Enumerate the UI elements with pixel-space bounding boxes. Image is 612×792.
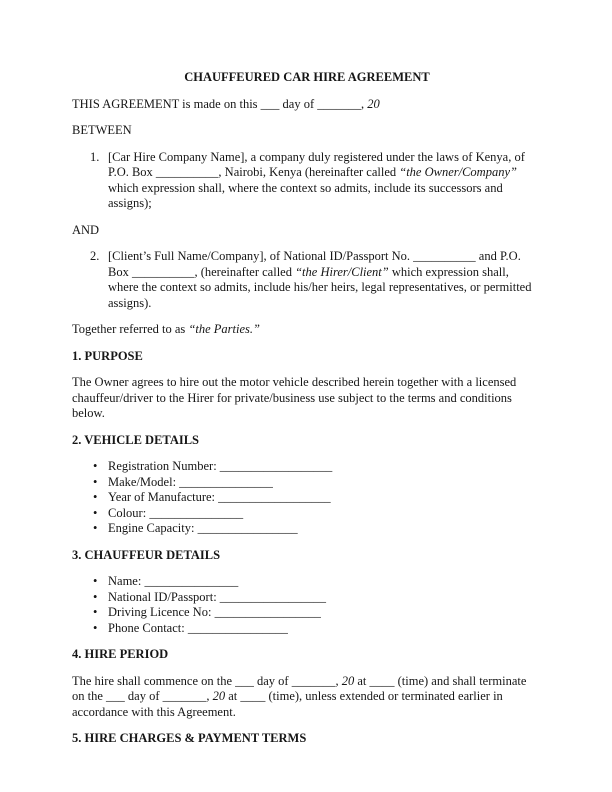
section-heading-vehicle-details: 2. VEHICLE DETAILS xyxy=(72,432,200,447)
together-paragraph xyxy=(72,322,542,338)
field-blank-line: _________________ xyxy=(214,605,321,619)
field-item-make-model xyxy=(72,475,542,491)
party-text: which expression shall, where the context so admits, include its successors and assigns); xyxy=(108,180,503,210)
field-blank-line: _________________ xyxy=(219,589,327,604)
hire-period-year-placeholder: 20 xyxy=(212,689,226,703)
between-label: BETWEEN xyxy=(72,123,132,137)
field-blank-line: _______________ xyxy=(144,574,239,588)
document-title: CHAUFFEURED CAR HIRE AGREEMENT xyxy=(184,70,430,84)
field-item-driving-licence-no xyxy=(72,605,542,621)
party-item-owner xyxy=(72,150,542,212)
party-number: 1. xyxy=(90,149,100,164)
hire-period-text: The hire shall commence on the ___ day of _______, xyxy=(72,673,342,688)
party-defined-term: “the Hirer/Client” xyxy=(295,264,389,279)
section-heading-hire-charges: 5. HIRE CHARGES & PAYMENT TERMS xyxy=(72,731,307,745)
field-label: National ID/Passport: xyxy=(108,589,217,604)
field-blank-line: _______________ xyxy=(179,474,273,489)
together-text: Together referred to as xyxy=(72,322,189,336)
field-item-engine-capacity xyxy=(72,521,542,537)
party-text: [Car Hire Company Name], a company duly registered under the laws of Kenya, of P.O. Box __________, Nairobi, Kenya (hereinafter called xyxy=(108,149,525,179)
field-label: Make/Model: xyxy=(108,474,177,489)
party-text: which expression shall, where the context so admits, include his/her heirs, legal representatives, or permitted assigns). xyxy=(108,264,532,310)
hire-period-paragraph xyxy=(72,674,542,721)
opening-paragraph xyxy=(72,97,542,113)
section-heading-hire-period: 4. HIRE PERIOD xyxy=(72,647,169,661)
hire-period-year-placeholder: 20 xyxy=(341,673,355,688)
field-item-phone-contact xyxy=(72,621,542,637)
opening-year-placeholder: 20 xyxy=(367,96,380,111)
field-item-national-id-passport xyxy=(72,590,542,606)
field-label: Year of Manufacture: xyxy=(108,490,216,504)
field-blank-line: ________________ xyxy=(197,521,298,535)
party-defined-term: “the Owner/Company” xyxy=(399,165,517,179)
purpose-paragraph: The Owner agrees to hire out the motor vehicle described herein together with a licensed chauffeur/driver to the Hirer for private/business use subject to the terms and conditions below. xyxy=(72,375,517,420)
field-label: Driving Licence No: xyxy=(108,605,212,619)
section-heading-chauffeur-details: 3. CHAUFFEUR DETAILS xyxy=(72,547,221,562)
field-blank-line: _______________ xyxy=(149,505,244,520)
field-label: Name: xyxy=(108,574,142,588)
and-label: AND xyxy=(72,222,100,237)
field-item-colour xyxy=(72,506,542,522)
parties-defined-term: “the Parties.” xyxy=(188,322,260,336)
party-number: 2. xyxy=(90,249,100,263)
field-label: Colour: xyxy=(108,505,147,520)
field-label: Registration Number: xyxy=(108,459,217,473)
section-heading-purpose: 1. PURPOSE xyxy=(72,348,143,363)
party-text: [Client’s Full Name/Company], of National ID/Passport No. __________ and P.O. Box __________, (hereinafter called xyxy=(108,249,521,279)
chauffeur-fields-list xyxy=(72,574,542,636)
field-item-year-of-manufacture xyxy=(72,490,542,506)
field-item-name xyxy=(72,574,542,590)
hire-period-text: at ____ (time) and shall terminate on the ___ day of _______, xyxy=(72,673,527,703)
field-label: Phone Contact: xyxy=(108,620,185,635)
field-label: Engine Capacity: xyxy=(108,521,195,535)
field-blank-line: __________________ xyxy=(218,490,331,504)
opening-text: THIS AGREEMENT is made on this ___ day of _______, xyxy=(72,96,368,111)
field-blank-line: __________________ xyxy=(219,459,333,473)
hire-period-text: at ____ (time), unless extended or terminated earlier in accordance with this Agreement. xyxy=(72,689,503,719)
field-item-registration-number xyxy=(72,459,542,475)
field-blank-line: ________________ xyxy=(187,620,288,635)
vehicle-fields-list xyxy=(72,459,542,537)
party-item-client xyxy=(72,249,542,311)
